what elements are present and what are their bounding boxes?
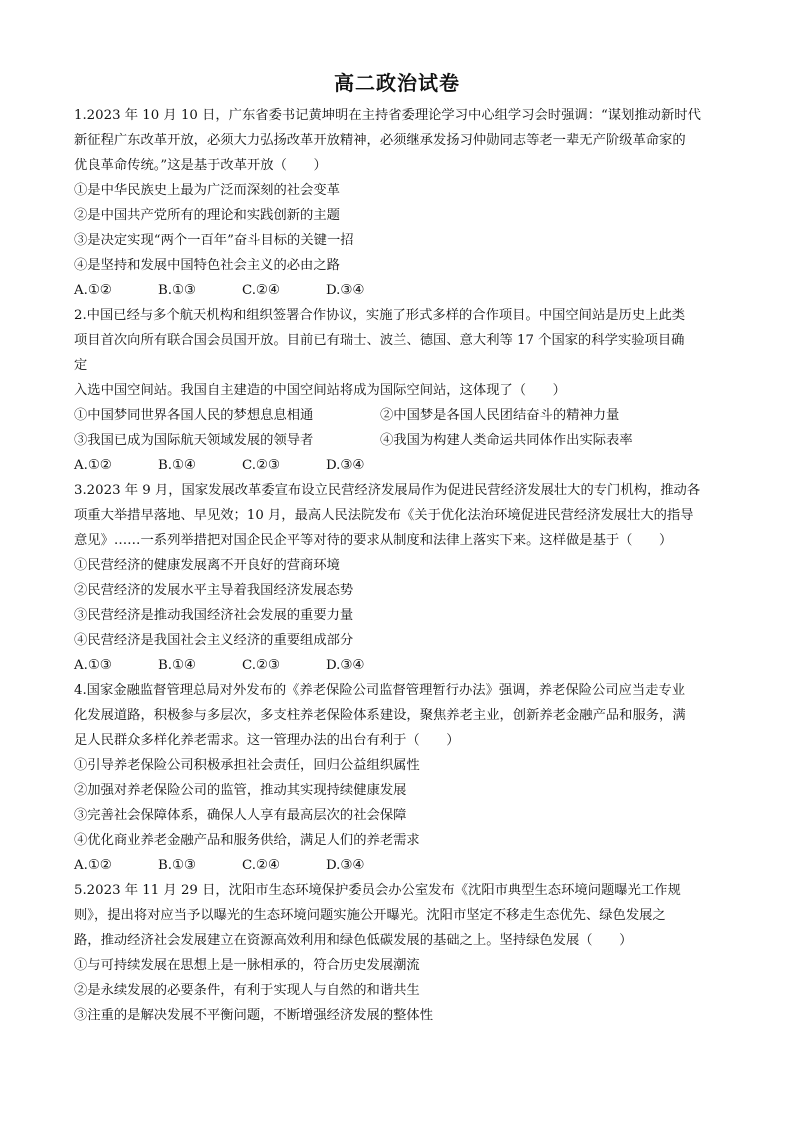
statement: ③民营经济是推动我国经济社会发展的重要力量 — [74, 608, 354, 623]
question-stem-line: 优良革命传统。”这是基于改革开放（ ） — [74, 158, 327, 173]
statement: ②民营经济的发展水平主导着我国经济发展态势 — [74, 583, 354, 598]
option-c: C.②④ — [242, 858, 280, 873]
question-stem-line: 1.2023 年 10 月 10 日，广东省委书记黄坤明在主持省委理论学习中心组学习会时强调：“谋划推动新时代 — [74, 108, 701, 123]
option-a: A.①② — [74, 858, 112, 873]
statement: ②是永续发展的必要条件，有利于实现人与自然的和谐共生 — [74, 983, 420, 998]
option-c: C.②③ — [242, 458, 280, 473]
option-a: A.①② — [74, 283, 112, 298]
exam-title: 高二政治试卷 — [334, 71, 460, 95]
statement: ③完善社会保障体系，确保人人享有最高层次的社会保障 — [74, 808, 407, 823]
statement: ④是坚持和发展中国特色社会主义的必由之路 — [74, 258, 340, 273]
statement: ③是决定实现“两个一百年”奋斗目标的关键一招 — [74, 233, 354, 248]
question-stem-line: 入选中国空间站。我国自主建造的中国空间站将成为国际空间站，这体现了（ ） — [74, 383, 566, 398]
question-3 — [74, 478, 724, 678]
answer-options — [74, 853, 724, 878]
option-b: B.①③ — [158, 283, 196, 298]
option-d: D.③④ — [326, 658, 365, 673]
exam-content — [74, 103, 724, 1028]
statement: ③注重的是解决发展不平衡问题，不断增强经济发展的整体性 — [74, 1008, 434, 1023]
statement: ④优化商业养老金融产品和服务供给，满足人们的养老需求 — [74, 833, 420, 848]
option-a: A.①③ — [74, 658, 112, 673]
option-a: A.①② — [74, 458, 112, 473]
question-stem-line: 3.2023 年 9 月，国家发展改革委宣布设立民营经济发展局作为促进民营经济发展壮大的专门机构，推动各 — [74, 483, 701, 498]
statement: ③我国已成为国际航天领域发展的领导者 — [74, 433, 314, 448]
answer-options — [74, 278, 724, 303]
option-d: D.③④ — [326, 458, 365, 473]
statement: ②中国梦是各国人民团结奋斗的精神力量 — [380, 408, 620, 423]
statement: ①民营经济的健康发展离不开良好的营商环境 — [74, 558, 340, 573]
statement: ①与可持续发展在思想上是一脉相承的，符合历史发展潮流 — [74, 958, 420, 973]
question-1 — [74, 103, 724, 303]
answer-options — [74, 653, 724, 678]
option-c: C.②④ — [242, 283, 280, 298]
question-stem-line: 路，推动经济社会发展建立在资源高效利用和绿色低碳发展的基础之上。坚持绿色发展（ ） — [74, 933, 633, 948]
answer-options — [74, 453, 724, 478]
question-stem-line: 项目首次向所有联合国会员国开放。目前已有瑞士、波兰、德国、意大利等 17 个国家的科学实验项目确 — [74, 333, 685, 348]
question-stem-line: 意见》……一系列举措把对国企民企平等对待的要求从制度和法律上落实下来。这样做是基于（ ） — [74, 533, 673, 548]
statement: ①引导养老保险公司积极承担社会责任，回归公益组织属性 — [74, 758, 420, 773]
option-c: C.②③ — [242, 658, 280, 673]
statement: ②加强对养老保险公司的监管，推动其实现持续健康发展 — [74, 783, 407, 798]
question-stem-line: 足人民群众多样化养老需求。这一管理办法的出台有利于（ ） — [74, 733, 460, 748]
question-2 — [74, 303, 724, 478]
option-b: B.①④ — [158, 658, 196, 673]
question-stem-line: 则》，提出将对应当予以曝光的生态环境问题实施公开曝光。沈阳市坚定不移走生态优先、绿色发展之 — [74, 908, 666, 923]
statement: ①是中华民族史上最为广泛而深刻的社会变革 — [74, 183, 340, 198]
question-stem-line: 新征程广东改革开放，必须大力弘扬改革开放精神，必须继承发扬习仲勋同志等老一辈无产阶级革命家的 — [74, 133, 686, 148]
question-stem-line: 2.中国已经与多个航天机构和组织签署合作协议，实施了形式多样的合作项目。中国空间站是历史上此类 — [74, 308, 686, 323]
statement: ④民营经济是我国社会主义经济的重要组成部分 — [74, 633, 354, 648]
statement-row — [74, 428, 724, 453]
question-stem-line: 4.国家金融监督管理总局对外发布的《养老保险公司监督管理暂行办法》强调，养老保险公司应当走专业 — [74, 683, 686, 698]
question-stem-line: 项重大举措早落地、早见效；10 月，最高人民法院发布《关于优化法治环境促进民营经济发展壮大的指导 — [74, 508, 694, 523]
statement: ④我国为构建人类命运共同体作出实际表率 — [380, 433, 633, 448]
question-stem-line: 化发展道路，积极参与多层次，多支柱养老保险体系建设，聚焦养老主业，创新养老金融产品和服务，满 — [74, 708, 686, 723]
question-4 — [74, 678, 724, 878]
option-d: D.③④ — [326, 283, 365, 298]
statement-row — [74, 403, 724, 428]
statement: ②是中国共产党所有的理论和实践创新的主题 — [74, 208, 340, 223]
option-b: B.①③ — [158, 858, 196, 873]
question-stem-line: 5.2023 年 11 月 29 日，沈阳市生态环境保护委员会办公室发布《沈阳市典型生态环境问题曝光工作规 — [74, 883, 681, 898]
question-stem-line: 定 — [74, 358, 88, 373]
option-d: D.③④ — [326, 858, 365, 873]
question-5 — [74, 878, 724, 1028]
statement: ①中国梦同世界各国人民的梦想息息相通 — [74, 408, 314, 423]
option-b: B.①④ — [158, 458, 196, 473]
